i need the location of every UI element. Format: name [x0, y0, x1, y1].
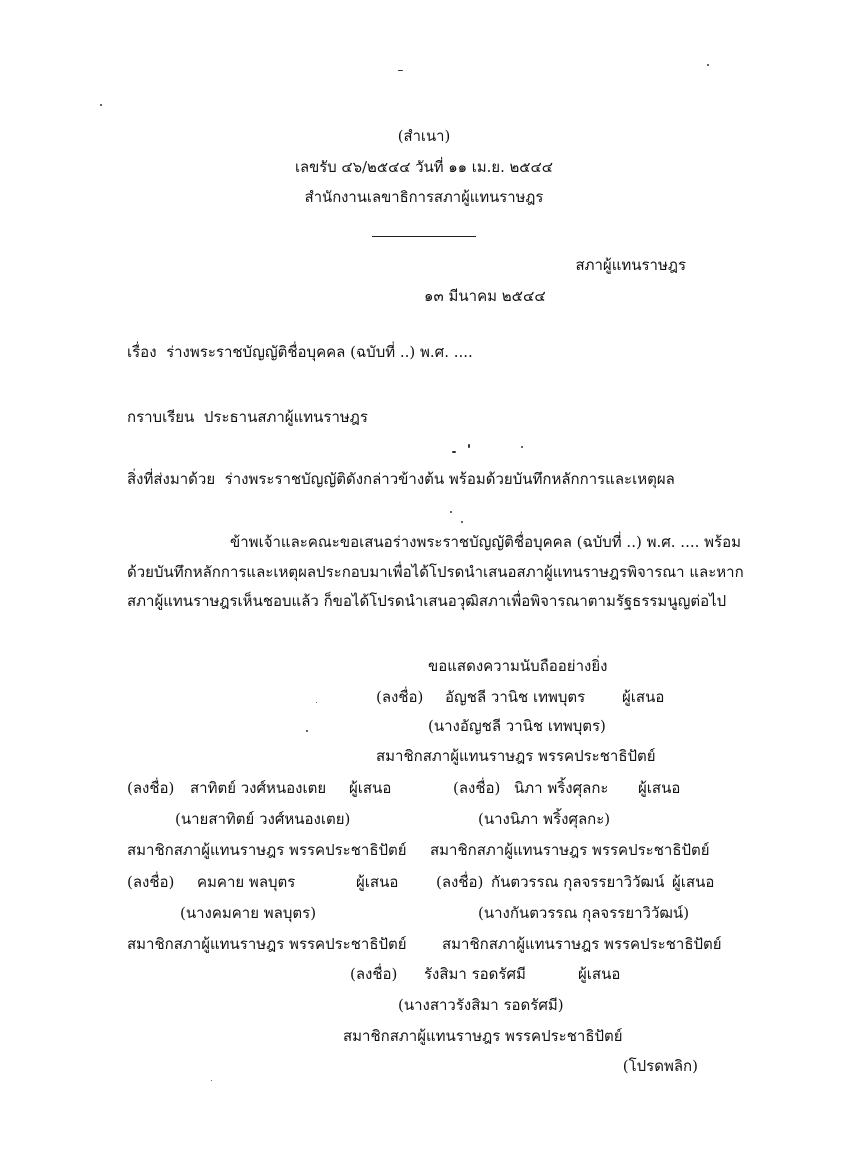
proposer-role: ผู้เสนอ [356, 873, 399, 891]
signatory-signature: รังสิมา รอดรัศมี [424, 965, 526, 983]
body-line: สภาผู้แทนราษฎรเห็นชอบแล้ว ก็ขอได้โปรดนำเสนอวุฒิสภาเพื่อพิจารณาตามรัฐธรรมนูญต่อไป [127, 592, 727, 610]
scan-speck [398, 70, 403, 71]
body-paragraph [127, 533, 744, 622]
proposer-role: ผู้เสนอ [622, 688, 665, 706]
letter-date: ๑๓ มีนาคม ๒๕๔๔ [424, 287, 546, 305]
party-membership: สมาชิกสภาผู้แทนราษฎร พรรคประชาธิปัตย์ [430, 841, 710, 859]
salutation-label: กราบเรียน [127, 408, 195, 426]
signatory-name: (นางสาวรังสิมา รอดรัศมี) [398, 996, 564, 1014]
scan-speck [461, 521, 463, 523]
signatory-name: (นางนิภา พริ้งศุลกะ) [478, 810, 611, 828]
signatory-name: (นางอัญชลี วานิช เทพบุตร) [428, 717, 606, 735]
body-line: ข้าพเจ้าและคณะขอเสนอร่างพระราชบัญญัติชื่อบุคคล (ฉบับที่ ..) พ.ศ. .... พร้อม [230, 533, 741, 551]
body-line: ด้วยบันทึกหลักการและเหตุผลประกอบมาเพื่อได้โปรดนำเสนอสภาผู้แทนราษฎรพิจารณา และหาก [127, 562, 744, 581]
signatory-name: (นางกันตวรรณ กุลจรรยาวิวัฒน์) [478, 904, 690, 922]
sign-label: (ลงชื่อ) [350, 965, 398, 983]
enclosure-line [127, 470, 675, 488]
proposer-role: ผู้เสนอ [672, 873, 715, 891]
signatory-signature: คมคาย พลบุตร [197, 873, 296, 891]
sign-label: (ลงชื่อ) [453, 779, 501, 797]
enclosure-text: ร่างพระราชบัญญัติดังกล่าวข้างต้น พร้อมด้วยบันทึกหลักการและเหตุผล [224, 470, 675, 488]
signatory-signature: สาทิตย์ วงศ์หนองเตย [190, 779, 327, 797]
sign-label: (ลงชื่อ) [127, 873, 175, 891]
subject-label: เรื่อง [127, 343, 157, 361]
scan-speck [452, 451, 456, 453]
closing-phrase: ขอแสดงความนับถืออย่างยิ่ง [428, 657, 608, 675]
subject-line [127, 343, 473, 361]
party-membership: สมาชิกสภาผู้แทนราษฎร พรรคประชาธิปัตย์ [442, 935, 722, 953]
scan-speck [707, 64, 709, 66]
salutation-text: ประธานสภาผู้แทนราษฎร [203, 408, 368, 426]
sender-org: สภาผู้แทนราษฎร [575, 256, 686, 274]
signatory-signature: อัญชลี วานิช เทพบุตร [445, 688, 586, 706]
signatory-name: (นางคมคาย พลบุตร) [180, 904, 317, 922]
receipt-number: เลขรับ ๔๖/๒๕๔๔ วันที่ ๑๑ เม.ย. ๒๕๔๔ [294, 158, 554, 176]
party-membership: สมาชิกสภาผู้แทนราษฎร พรรคประชาธิปัตย์ [127, 841, 407, 859]
scan-speck [468, 444, 470, 448]
proposer-role: ผู้เสนอ [638, 779, 681, 797]
scan-speck [450, 511, 452, 513]
scan-speck [306, 730, 308, 732]
header-divider [372, 236, 476, 237]
signatory-signature: กันตวรรณ กุลจรรยาวิวัฒน์ [491, 873, 665, 891]
party-membership: สมาชิกสภาผู้แทนราษฎร พรรคประชาธิปัตย์ [127, 935, 407, 953]
sign-label: (ลงชื่อ) [376, 688, 424, 706]
sign-label: (ลงชื่อ) [436, 873, 484, 891]
scan-speck [316, 702, 317, 703]
copy-mark: (สำเนา) [397, 127, 451, 145]
sign-label: (ลงชื่อ) [127, 779, 175, 797]
turn-over-note: (โปรดพลิก) [622, 1057, 698, 1075]
scan-speck [521, 446, 523, 448]
scan-speck [211, 1080, 212, 1081]
party-membership: สมาชิกสภาผู้แทนราษฎร พรรคประชาธิปัตย์ [376, 747, 656, 765]
salutation-line [127, 408, 368, 426]
receiving-office: สำนักงานเลขาธิการสภาผู้แทนราษฎร [304, 188, 544, 206]
scan-speck [100, 104, 102, 106]
party-membership: สมาชิกสภาผู้แทนราษฎร พรรคประชาธิปัตย์ [343, 1027, 623, 1045]
proposer-role: ผู้เสนอ [349, 779, 392, 797]
enclosure-label: สิ่งที่ส่งมาด้วย [127, 470, 216, 488]
subject-text: ร่างพระราชบัญญัติชื่อบุคคล (ฉบับที่ ..) พ.ศ. .... [166, 343, 473, 361]
proposer-role: ผู้เสนอ [578, 965, 621, 983]
signatory-name: (นายสาทิตย์ วงศ์หนองเตย) [175, 810, 351, 828]
signatory-signature: นิภา พริ้งศุลกะ [514, 779, 609, 797]
